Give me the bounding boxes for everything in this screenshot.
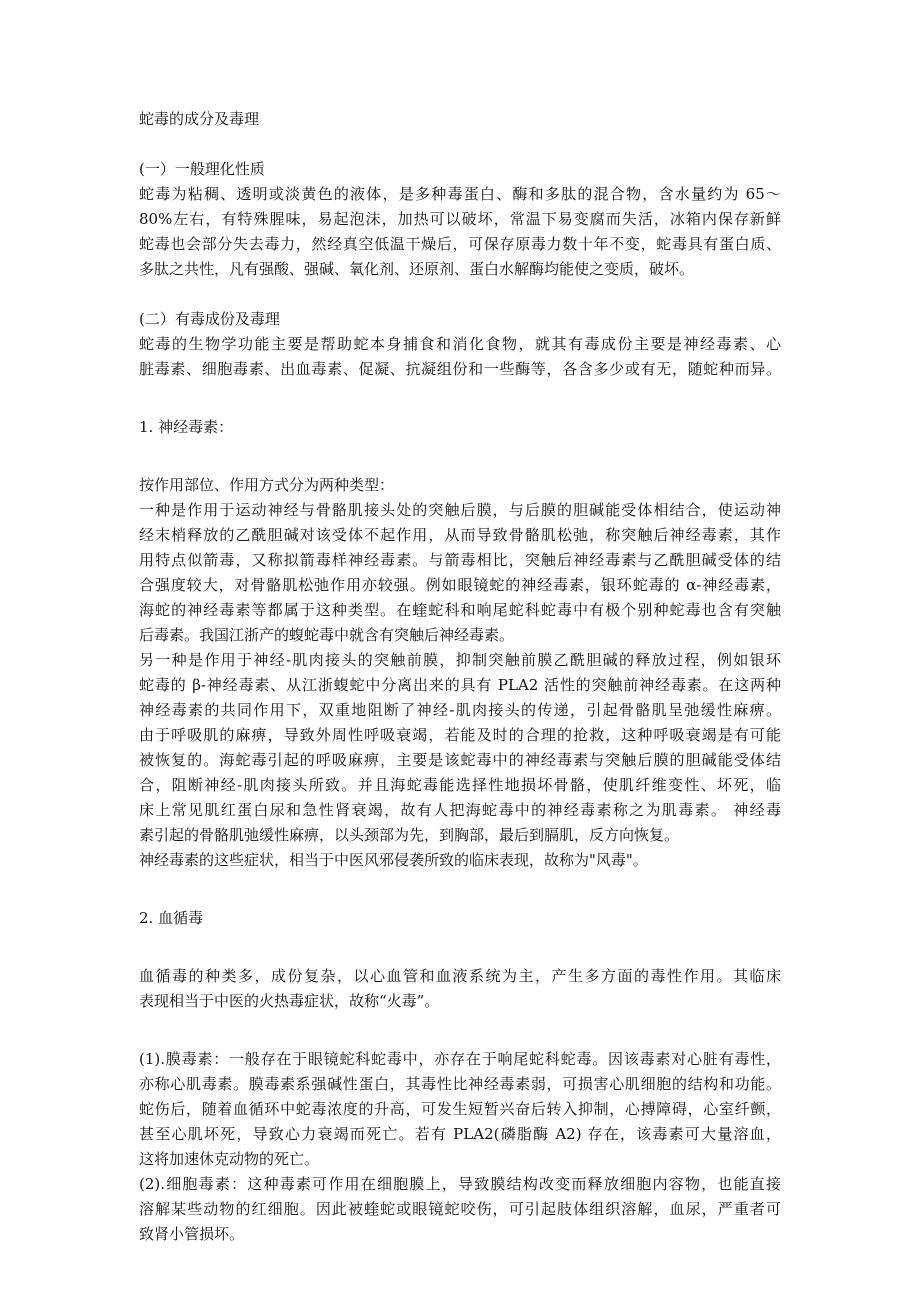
paragraph-line: 后毒素。我国江浙产的蝮蛇毒中就含有突触后神经毒素。: [139, 626, 515, 644]
spacer: [139, 939, 781, 964]
spacer: [139, 382, 781, 390]
spacer: [139, 132, 781, 157]
subheading-neurotoxin: 1. 神经毒素：: [139, 418, 234, 436]
paragraph-line: 甚至心肌坏死，导致心力衰竭而死亡。若有 PLA2(磷脂酶 A2) 存在，该毒素可大量溶血，: [139, 1125, 781, 1143]
paragraph-line: 神经毒素的共同作用下，双重地阻断了神经-肌肉接头的传递，引起骨骼肌呈弛缓性麻痹。: [139, 701, 781, 719]
paragraph-line: 蛇毒为粘稠、透明或淡黄色的液体，是多种毒蛋白、酶和多肽的混合物，含水量约为 65～: [139, 185, 781, 203]
paragraph-line: 亦称心肌毒素。膜毒素系强碱性蛋白，其毒性比神经毒素弱，可损害心肌细胞的结构和功能。: [139, 1075, 781, 1093]
paragraph-line: 合，阻断神经-肌肉接头所致。并且海蛇毒能选择性地损坏骨骼，使肌纤维变性、坏死，临: [139, 776, 781, 794]
section-heading-properties: (一）一般理化性质: [139, 160, 265, 178]
spacer: [139, 1014, 781, 1022]
paragraph-line: 经末梢释放的乙酰胆碱对该受体不起作用，从而导致骨骼肌松弛，称突触后神经毒素，其作: [139, 526, 781, 544]
paragraph-line: 由于呼吸肌的麻痹，导致外周性呼吸衰竭，若能及时的合理的抢救，这种呼吸衰竭是有可能: [139, 726, 781, 744]
paragraph-line: 床上常见肌红蛋白尿和急性肾衰竭，故有人把海蛇毒中的神经毒素称之为肌毒素。 神经毒: [139, 801, 781, 819]
document-page: [139, 107, 781, 1247]
spacer: [139, 873, 781, 881]
section-heading-toxic-components: (二）有毒成份及毒理: [139, 310, 280, 328]
paragraph-line: 血循毒的种类多，成份复杂，以心血管和血液系统为主，产生多方面的毒性作用。其临床: [139, 967, 781, 985]
paragraph-line: 80%左右，有特殊腥味，易起泡沫，加热可以破坏，常温下易变腐而失活，冰箱内保存新鲜: [139, 210, 781, 228]
spacer: [139, 448, 781, 473]
paragraph-line: 用特点似箭毒，又称拟箭毒样神经毒素。与箭毒相比，突触后神经毒素与乙酰胆碱受体的结: [139, 551, 781, 569]
paragraph-line: 一种是作用于运动神经与骨骼肌接头处的突触后膜，与后膜的胆碱能受体相结合，使运动神: [139, 501, 781, 519]
paragraph-line: 溶解某些动物的红细胞。因此被蝰蛇或眼镜蛇咬伤，可引起肢体组织溶解，血尿，严重者可: [139, 1200, 781, 1218]
paragraph-line: 按作用部位、作用方式分为两种类型：: [139, 476, 395, 494]
document-title: 蛇毒的成分及毒理: [139, 110, 260, 128]
paragraph-line: 脏毒素、细胞毒素、出血毒素、促凝、抗凝组份和一些酶等，各含多少或有无，随蛇种而异。: [139, 360, 781, 378]
paragraph-line: 蛇伤后，随着血循环中蛇毒浓度的升高，可发生短暂兴奋后转入抑制，心搏障碍，心室纤颤，: [139, 1100, 781, 1118]
paragraph-line: 这将加速休克动物的死亡。: [139, 1150, 320, 1168]
spacer: [139, 881, 781, 906]
paragraph-line: 多肽之共性，凡有强酸、强碱、氧化剂、还原剂、蛋白水解酶均能使之变质，破坏。: [139, 260, 695, 278]
paragraph-line: 蛇毒的 β-神经毒素、从江浙蝮蛇中分离出来的具有 PLA2 活性的突触前神经毒素。在这两种: [139, 676, 781, 694]
spacer: [139, 1022, 781, 1047]
paragraph-line: 另一种是作用于神经-肌肉接头的突触前膜，抑制突触前膜乙酰胆碱的释放过程，例如银环: [139, 651, 781, 669]
spacer: [139, 282, 781, 307]
paragraph-line: (1).膜毒素：一般存在于眼镜蛇科蛇毒中，亦存在于响尾蛇科蛇毒。因该毒素对心脏有毒性，: [139, 1050, 781, 1068]
paragraph-line: 致肾小管损坏。: [139, 1225, 245, 1243]
paragraph-line: 海蛇的神经毒素等都属于这种类型。在蝰蛇科和响尾蛇科蛇毒中有极个别种蛇毒也含有突触: [139, 601, 781, 619]
paragraph-line: 被恢复的。海蛇毒引起的呼吸麻痹，主要是该蛇毒中的神经毒素与突触后膜的胆碱能受体结: [139, 751, 781, 769]
spacer: [139, 390, 781, 415]
paragraph-line: 神经毒素的这些症状，相当于中医风邪侵袭所致的临床表现，故称为"风毒"。: [139, 851, 648, 869]
paragraph-line: 素引起的骨骼肌弛缓性麻痹，以头颈部为先，到胸部，最后到膈肌，反方向恢复。: [139, 826, 680, 844]
subheading-blood-toxin: 2. 血循毒: [139, 909, 204, 927]
paragraph-line: 合强度较大，对骨骼肌松弛作用亦较强。例如眼镜蛇的神经毒素，银环蛇毒的 α-神经毒素，: [139, 576, 781, 594]
spacer: [139, 931, 781, 939]
spacer: [139, 440, 781, 448]
paragraph-line: 蛇毒也会部分失去毒力，然经真空低温干燥后，可保存原毒力数十年不变，蛇毒具有蛋白质、: [139, 235, 781, 253]
paragraph-line: 表现相当于中医的火热毒症状，故称“火毒”。: [139, 992, 440, 1010]
paragraph-line: (2).细胞毒素：这种毒素可作用在细胞膜上，导致膜结构改变而释放细胞内容物，也能直接: [139, 1175, 781, 1193]
paragraph-line: 蛇毒的生物学功能主要是帮助蛇本身捕食和消化食物，就其有毒成份主要是神经毒素、心: [139, 335, 781, 353]
